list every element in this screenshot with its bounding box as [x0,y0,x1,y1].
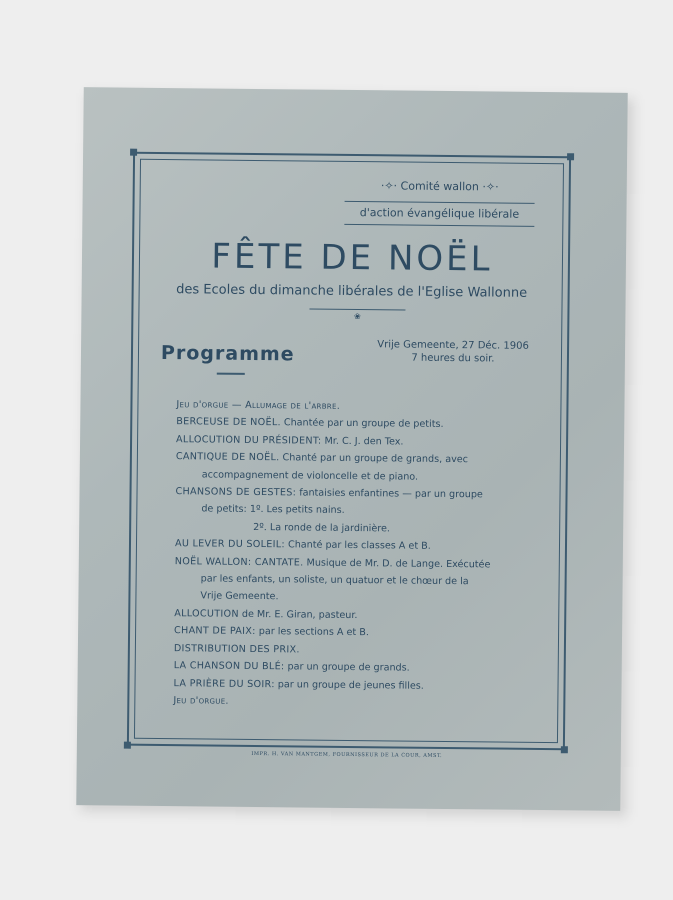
item-continuation: accompagnement de violoncelle et de piano. [201,469,419,483]
item-text: par un groupe de grands. [284,661,410,674]
item-text: par un groupe de jeunes filles. [274,678,424,692]
item-text: de Mr. E. Giran, pasteur. [238,608,358,621]
item-heading: DISTRIBUTION DES PRIX. [173,642,300,656]
corner-ornament [124,742,131,749]
item-text: Musique de Mr. D. de Lange. Exécutée [303,557,491,571]
item-heading: BERCEUSE DE NOËL. [176,416,281,429]
item-continuation: 2º. La ronde de la jardinière. [253,521,391,535]
corner-ornament [561,746,568,753]
item-heading: AU LEVER DU SOLEIL: [174,538,286,551]
item-text: Mr. C. J. den Tex. [321,435,404,448]
item-text: Chanté par les classes A et B. [284,539,431,553]
item-continuation: Vrije Gemeente. [200,590,279,603]
venue-block [377,338,529,366]
item-text: Chantée par un groupe de petits. [280,417,444,431]
list-item [176,448,536,487]
programme-rule [217,373,245,375]
item-heading: CHANT DE PAIX: [174,625,256,638]
item-heading: NOËL WALLON: CANTATE. [174,555,304,569]
corner-ornament [130,149,137,156]
item-heading: LA CHANSON DU BLÉ: [173,660,285,673]
corner-ornament [567,153,574,160]
committee-block [344,178,534,227]
item-heading: ALLOCUTION DU PRÉSIDENT: [176,433,322,447]
item-heading: LA PRIÈRE DU SOIR: [173,677,275,690]
item-heading: Jeu d'orgue. [173,695,229,707]
item-continuation: par les enfants, un soliste, un quatuor et le chœur de la [200,573,469,588]
item-text: fantaisies enfantines — par un groupe [296,487,483,501]
list-item [174,553,535,609]
item-heading: CANTIQUE DE NOËL. [175,451,280,464]
programme-sheet [76,87,627,811]
page-title: FÊTE DE NOËL [211,236,493,280]
committee-line-1: ·✧· Comité wallon ·✧· [380,179,499,194]
printer-imprint: IMPR. H. VAN MANTGEM, FOURNISSEUR DE LA COUR, AMST. [251,750,443,759]
programme-heading: Programme [160,341,295,366]
committee-line-2: d'action évangélique libérale [344,201,534,222]
programme-list [173,396,536,713]
page-subtitle: des Ecoles du dimanche libérales de l'Eglise Wallonne [176,282,528,301]
venue-time: 7 heures du soir. [411,352,495,365]
venue-date: Vrije Gemeente, 27 Déc. 1906 [377,339,529,352]
item-heading: ALLOCUTION [174,608,239,620]
flower-ornament-icon: ❀ [353,312,361,322]
item-text: Chanté par un groupe de grands, avec [279,452,469,466]
item-text: par les sections A et B. [255,626,369,639]
item-continuation: de petits: 1º. Les petits nains. [201,503,345,517]
item-heading: Jeu d'orgue — Allumage de l'arbre. [176,399,341,412]
item-heading: CHANSONS DE GESTES: [175,486,297,499]
list-item [175,483,536,539]
